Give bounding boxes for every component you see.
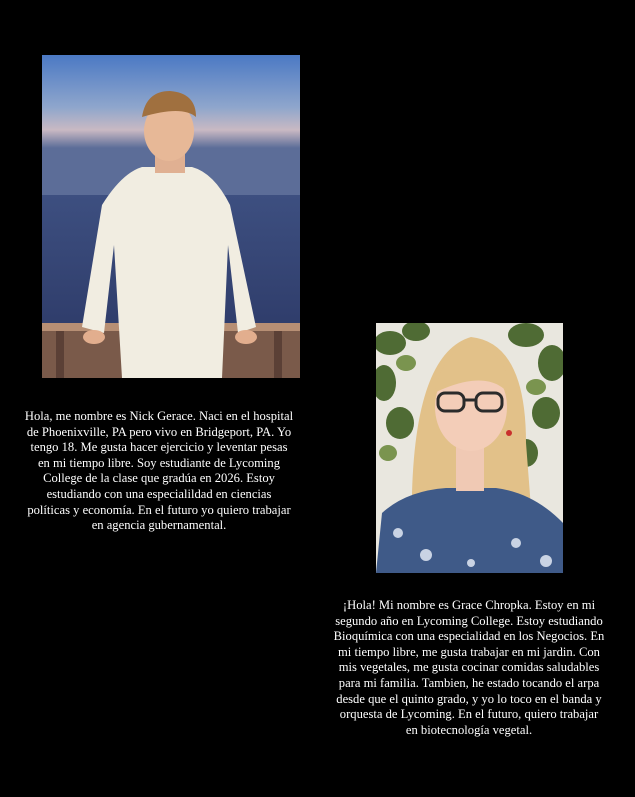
bio-text-nick: Hola, me nombre es Nick Gerace. Naci en el hospital de Phoenixville, PA pero vivo en Bridgeport, PA. Yo tengo 18. Me gusta hacer ejercicio y leventar pesas en mi tiempo libre. Soy estudiante de Lycoming College de la clase que gradúa en 2026. Estoy estudiando con una especialildad en ciencias políticas y economía. En el futuro yo quiero trabajar en agencia gubernamental.: [24, 409, 294, 533]
person-photo-icon: [376, 323, 563, 573]
bio-text-grace: ¡Hola! Mi nombre es Grace Chropka. Estoy en mi segundo año en Lycoming College. Estoy estudiando Bioquímica con una especialidad en los Negocios. En mi tiempo libre, me gusta trabajar en mi jardin. Con mis vegetales, me gusta cocinar comidas saludables para mi familia. Tambien, he estado tocando el arpa desde que el quinto grado, y yo lo toco en el banda y orquesta de Lycoming. En el futuro, quiero trabajar en biotecnología vegetal.: [333, 598, 605, 737]
profile-photo-grace: [376, 323, 563, 573]
profile-photo-nick: [42, 55, 300, 378]
person-photo-icon: [42, 55, 300, 378]
